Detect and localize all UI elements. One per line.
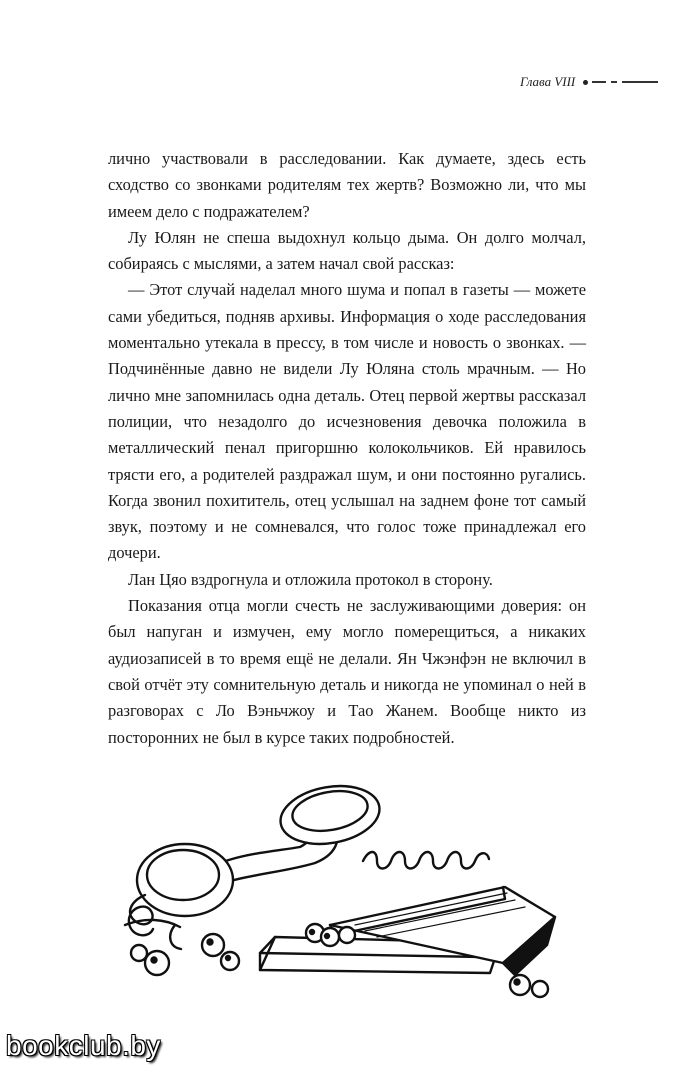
- phone-illustration: [115, 775, 595, 1005]
- body-text: [108, 146, 586, 751]
- paragraph: лично участвовали в расследовании. Как думаете, здесь есть сходство со звонками родителям тех жертв? Возможно ли, что мы имеем дело с подражателем?: [108, 149, 586, 221]
- watermark: bookclub.by: [6, 1030, 161, 1061]
- header-ornament: [583, 80, 700, 85]
- paragraph: Лу Юлян не спеша выдохнул кольцо дыма. Он долго молчал, собираясь с мыслями, а затем начал свой рассказ:: [108, 227, 586, 274]
- paragraph: — Этот случай наделал много шума и попал в газеты — можете сами убедиться, подняв архивы. Информация о ходе расследования моментально утекала в прессу, в том числе и новость о звонках. — Подчинённые давно не видели Лу Юляна столь мрачным. — Но лично мне запомнилась одна деталь. Отец первой жертвы рассказал полиции, что незадолго до исчезновения девочка положила в металлический пенал пригоршню колокольчиков. Ей нравилось трясти его, а родителей раздражал шум, и они постоянно ругались. Когда звонил похититель, отец услышал на заднем фоне тот самый звук, поэтому и не сомневался, что голос тоже принадлежал его дочери.: [108, 280, 586, 563]
- running-head: [520, 72, 700, 92]
- paragraph: Показания отца могли счесть не заслуживающими доверия: он был напуган и измучен, ему могло померещиться, а никаких аудиозаписей в то время ещё не делали. Ян Чжэнфэн не включил в свой отчёт эту сомнительную деталь и никогда не упоминал о ней в разговорах с Ло Вэньчжоу и Тао Жанем. Вообще никто из посторонних не был в курсе таких подробностей.: [108, 596, 586, 747]
- chapter-title: Глава VIII: [520, 74, 576, 89]
- paragraph: Лан Цяо вздрогнула и отложила протокол в сторону.: [128, 569, 493, 589]
